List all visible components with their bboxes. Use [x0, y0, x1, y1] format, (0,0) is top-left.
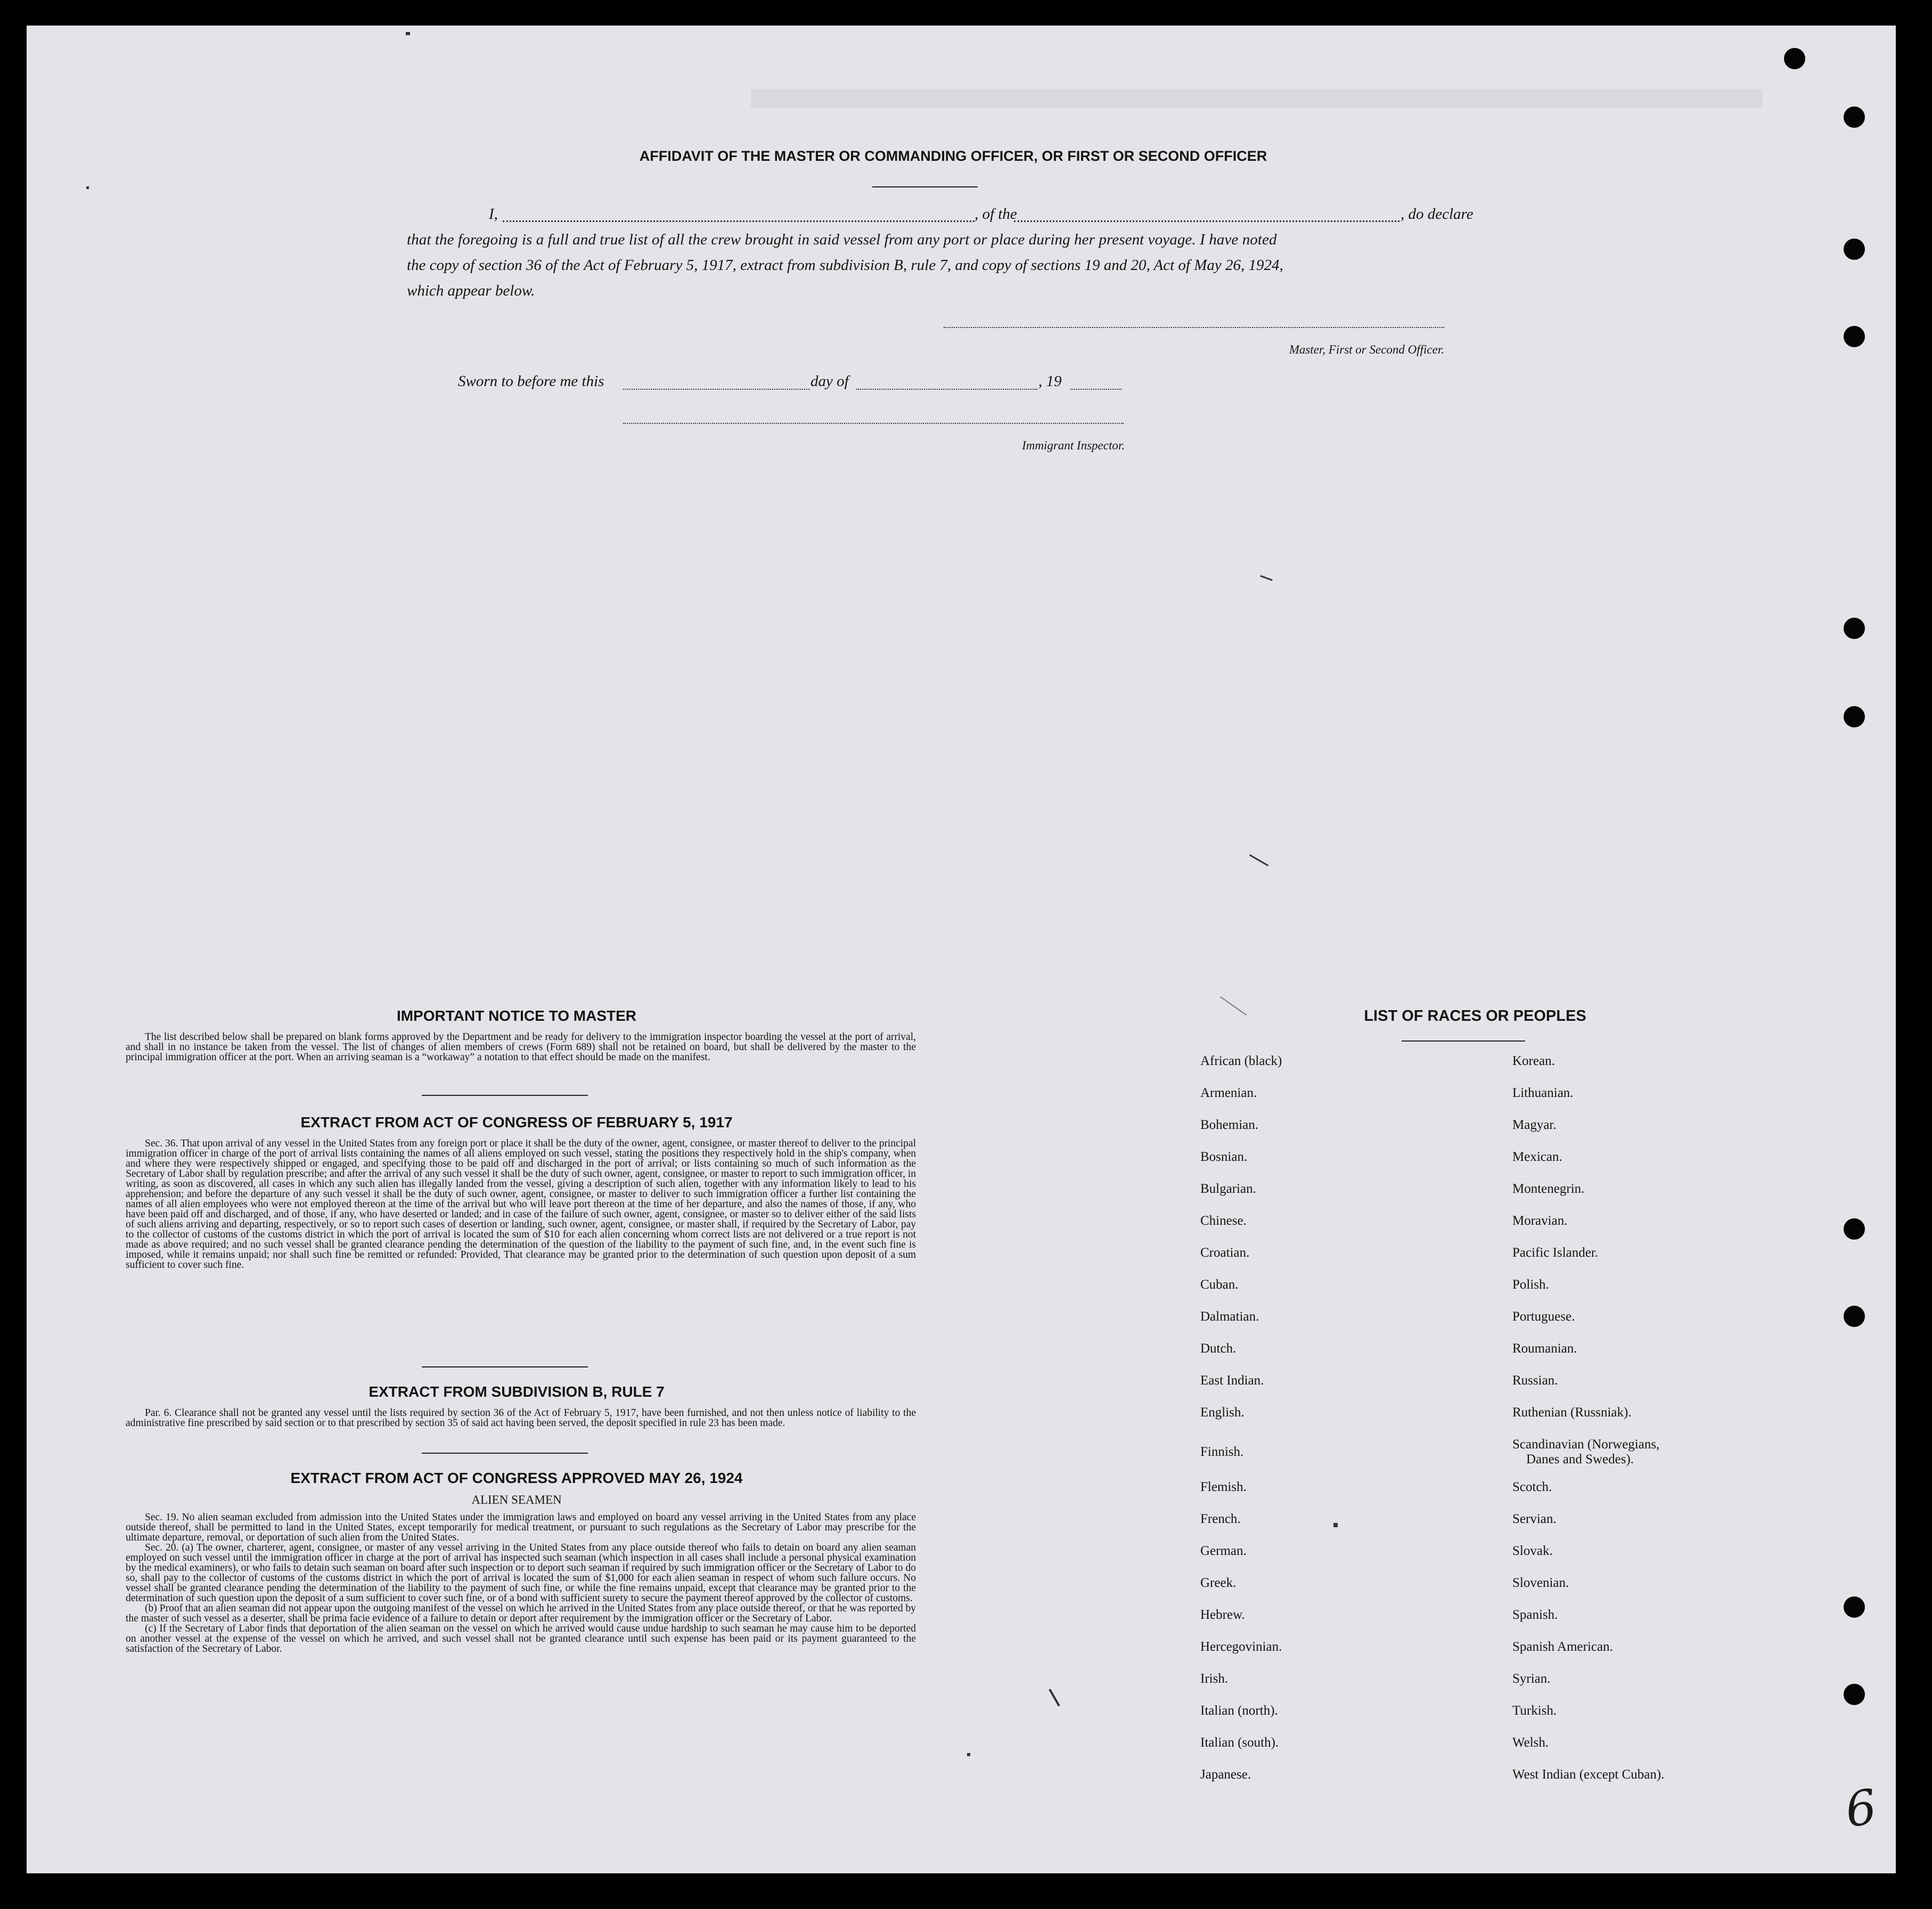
- declare-label: , do declare: [1401, 206, 1473, 223]
- binder-hole: [1844, 1218, 1865, 1240]
- section-20b-paragraph: (b) Proof that an alien seaman did not appear upon the outgoing manifest of the vessel on which he arrived in the United States from any place outside thereof, or that he was reported by the master of such vessel as a deserter, shall be prima facie evidence of a failure to detain or deport after requirement by the immigration officer or the Secretary of Labor.: [126, 1603, 916, 1624]
- race-item: German.: [1200, 1544, 1247, 1558]
- extract-1917-title: EXTRACT FROM ACT OF CONGRESS OF FEBRUARY 5, 1917: [300, 1114, 733, 1130]
- races-left-column: [1200, 1053, 1499, 1809]
- race-item: Spanish.: [1512, 1608, 1558, 1622]
- rule-7-title: EXTRACT FROM SUBDIVISION B, RULE 7: [369, 1383, 665, 1400]
- race-item: Moravian.: [1512, 1214, 1568, 1228]
- binder-hole: [1844, 326, 1865, 347]
- race-item: Magyar.: [1512, 1118, 1557, 1132]
- race-item: Cuban.: [1200, 1277, 1239, 1292]
- affidavit-text-line: that the foregoing is a full and true list of all the crew brought in said vessel from any port or place during her present voyage. I have noted: [407, 231, 1277, 248]
- scan-speck: [1333, 1523, 1338, 1527]
- race-item: Japanese.: [1200, 1767, 1251, 1782]
- master-signature-field[interactable]: [944, 324, 1444, 328]
- sworn-line: [458, 373, 1150, 394]
- races-divider: [1402, 1040, 1525, 1042]
- extract-1924-title: EXTRACT FROM ACT OF CONGRESS APPROVED MAY 26, 1924: [290, 1470, 743, 1486]
- race-item: Lithuanian.: [1512, 1086, 1574, 1100]
- race-item: Korean.: [1512, 1054, 1555, 1068]
- binder-hole: [1784, 48, 1805, 69]
- extract-1924-text: [126, 1512, 916, 1654]
- binder-hole: [1844, 1306, 1865, 1327]
- race-item: Hercegovinian.: [1200, 1640, 1282, 1654]
- race-item: West Indian (except Cuban).: [1512, 1767, 1665, 1782]
- paragraph-6: Par. 6. Clearance shall not be granted any vessel until the lists required by section 36 of the Act of February 5, 1917, have been furnished, and not then unless notice of liability to the administrative fine prescribed by said section or to that prescribed by section 35 of said act having been served, the deposit specified in rule 23 has been made.: [126, 1407, 916, 1429]
- master-signature-caption: Master, First or Second Officer.: [1289, 343, 1444, 356]
- pencil-mark: [1049, 1689, 1060, 1706]
- rule-7-text: [126, 1408, 916, 1428]
- affidavit-text-line: the copy of section 36 of the Act of February 5, 1917, extract from subdivision B, rule 7, and copy of sections 19 and 20, Act of May 26, 1924,: [407, 257, 1283, 274]
- race-item: Armenian.: [1200, 1086, 1257, 1100]
- scan-speck: [406, 32, 410, 35]
- race-item: Danes and Swedes).: [1526, 1452, 1634, 1466]
- race-item: Portuguese.: [1512, 1309, 1575, 1324]
- race-item: Welsh.: [1512, 1735, 1549, 1750]
- section-20c-paragraph: (c) If the Secretary of Labor finds that deportation of the alien seaman on the vessel on which he arrived would cause undue hardship to such seaman he may cause him to be deported on another vessel at the expense of the vessel on which he arrived, and such vessel shall not be granted clearance until such expense has been paid or its payment guaranteed to the satisfaction of the Secretary of Labor.: [126, 1623, 916, 1654]
- declarant-name-field[interactable]: [503, 207, 975, 222]
- affidavit-text-line: which appear below.: [407, 282, 535, 299]
- section-20a-paragraph: Sec. 20. (a) The owner, charterer, agent, consignee, or master of any vessel arriving in the United States from any place outside thereof who fails to detain on board any alien seaman employed on such vessel until the immigration officer in charge at the port of arrival has inspected such seaman (which inspection in all cases shall include a personal physical examination by the medical examiners), or who fails to detain such seaman on board after such inspection or to deport such seaman if required by such immigration officer or the Secretary of Labor to do so, shall pay to the collector of customs of the customs district in which the port of arrival is located the sum of $1,000 for each alien seaman in respect of whom such failure occurs. No vessel shall be granted clearance pending the determination of the liability to the payment of such fine, or while the fine remains unpaid, except that clearance may be granted prior to the determination of such question upon the deposit of a sum sufficient to cover such fine, or of a bond with sufficient surety to secure the payment thereof approved by the collector of customs.: [126, 1542, 916, 1604]
- scan-speck: [86, 186, 89, 189]
- race-item: Mexican.: [1512, 1150, 1562, 1164]
- binder-hole: [1844, 106, 1865, 128]
- section-36-paragraph: Sec. 36. That upon arrival of any vessel in the United States from any foreign port or place it shall be the duty of the owner, agent, consignee, or master thereof to deliver to the principal immigration officer in charge of the port of arrival lists containing the names of all aliens employed on such vessel, stating the positions they respectively hold in the ship's company, when and where they were respectively shipped or engaged, and specifying those to be paid off and discharged in the port of arrival; or lists containing so much of such information as the Secretary of Labor shall by regulation prescribe; and after the arrival of any such vessel it shall be the duty of such owner, agent, consignee, or master to report to such immigration officer, in writing, as soon as discovered, all cases in which any such alien has illegally landed from the vessel, giving a description of such alien, together with any information likely to lead to his apprehension; and before the departure of any such vessel it shall be the duty of such owner, agent, consignee, or master to deliver to such immigration officer a further list containing the names of all alien employees who were not employed thereon at the time of the arrival but who will leave port thereon at the time of her departure, and also the names of those, if any, who have been paid off and discharged, and of those, if any, who have deserted or landed; and in case of the failure of such owner, agent, consignee, or master so to deliver either of the said lists of such aliens arriving and departing, respectively, or so to report such cases of desertion or landing, such owner, agent, consignee, or master shall, if required by the Secretary of Labor, pay to the collector of customs of the customs district in which the port of arrival is located the sum of $10 for each alien concerning whom correct lists are not delivered or a true report is not made as above required; and no such vessel shall be granted clearance pending the determination of the question of the liability to the payment of such fine, and, in the event such fine is imposed, while it remains unpaid; nor shall such fine be remitted or refunded: Provided, That clearance may be granted prior to the determination of such question upon deposit of a sum sufficient to cover such fine.: [126, 1138, 916, 1271]
- pencil-mark: [1220, 996, 1247, 1015]
- notice-text: [126, 1032, 916, 1062]
- races-title: LIST OF RACES OR PEOPLES: [1364, 1007, 1586, 1025]
- section-19-paragraph: Sec. 19. No alien seaman excluded from admission into the United States under the immigration laws and employed on board any vessel arriving in the United States from any place outside thereof, shall be permitted to land in the United States, except temporarily for medical treatment, or pursuant to such regulations as the Secretary of Labor may prescribe for the ultimate departure, removal, or deportation of such alien from the United States.: [126, 1512, 916, 1543]
- race-item: Dutch.: [1200, 1341, 1237, 1356]
- race-item: Dalmatian.: [1200, 1309, 1259, 1324]
- sworn-year-label: , 19: [1038, 373, 1062, 390]
- section-divider: [422, 1366, 588, 1367]
- race-item: Scotch.: [1512, 1480, 1552, 1494]
- handwritten-page-number: 6: [1841, 1779, 1880, 1839]
- race-item: Hebrew.: [1200, 1608, 1245, 1622]
- races-right-column: [1512, 1053, 1811, 1809]
- sworn-prefix: Sworn to before me this: [458, 373, 604, 390]
- race-item: Servian.: [1512, 1512, 1557, 1526]
- scan-speck: [967, 1753, 970, 1756]
- alien-seamen-subtitle: ALIEN SEAMEN: [471, 1493, 562, 1506]
- section-divider: [422, 1453, 588, 1454]
- notice-title: IMPORTANT NOTICE TO MASTER: [396, 1007, 637, 1024]
- race-item: English.: [1200, 1405, 1245, 1420]
- race-item: Spanish American.: [1512, 1640, 1613, 1654]
- race-item: East Indian.: [1200, 1373, 1264, 1388]
- affidavit-title: AFFIDAVIT OF THE MASTER OR COMMANDING OFFICER, OR FIRST OR SECOND OFFICER: [639, 148, 1267, 164]
- of-the-label: , of the: [975, 206, 1017, 223]
- sworn-month-field[interactable]: [856, 373, 1037, 390]
- race-item: French.: [1200, 1512, 1241, 1526]
- race-item: Chinese.: [1200, 1214, 1247, 1228]
- sworn-year-field[interactable]: [1070, 373, 1121, 390]
- binder-hole: [1844, 239, 1865, 260]
- race-item: Irish.: [1200, 1672, 1229, 1686]
- inspector-signature-field[interactable]: [623, 420, 1124, 424]
- sworn-day-field[interactable]: [623, 373, 809, 390]
- extract-1917-text: [126, 1138, 916, 1270]
- sworn-day-label: day of: [811, 373, 849, 390]
- race-item: Italian (north).: [1200, 1703, 1278, 1718]
- race-item: Slovak.: [1512, 1544, 1553, 1558]
- race-item: Bosnian.: [1200, 1150, 1248, 1164]
- race-item: Montenegrin.: [1512, 1182, 1585, 1196]
- race-item: Russian.: [1512, 1373, 1558, 1388]
- inspector-caption: Immigrant Inspector.: [1022, 439, 1125, 452]
- title-divider: [872, 186, 978, 187]
- declarant-prefix: I,: [489, 206, 498, 223]
- race-item: Turkish.: [1512, 1703, 1557, 1718]
- bleed-through-smudge: [751, 89, 1763, 108]
- race-item: Syrian.: [1512, 1672, 1551, 1686]
- race-item: Polish.: [1512, 1277, 1549, 1292]
- race-item: Ruthenian (Russniak).: [1512, 1405, 1632, 1420]
- race-item: African (black): [1200, 1054, 1282, 1068]
- race-item: Croatian.: [1200, 1246, 1250, 1260]
- pencil-mark: [1249, 854, 1268, 866]
- race-item: Italian (south).: [1200, 1735, 1279, 1750]
- pencil-mark: [1260, 575, 1273, 581]
- binder-hole: [1844, 1684, 1865, 1705]
- race-item: Slovenian.: [1512, 1576, 1569, 1590]
- binder-hole: [1844, 1596, 1865, 1618]
- race-item: Scandinavian (Norwegians,: [1512, 1437, 1660, 1452]
- binder-hole: [1844, 618, 1865, 639]
- race-item: Finnish.: [1200, 1445, 1244, 1459]
- section-divider: [422, 1095, 588, 1096]
- race-item: Bohemian.: [1200, 1118, 1259, 1132]
- race-item: Bulgarian.: [1200, 1182, 1256, 1196]
- binder-hole: [1844, 706, 1865, 727]
- race-item: Roumanian.: [1512, 1341, 1577, 1356]
- notice-paragraph: The list described below shall be prepared on blank forms approved by the Department and be ready for delivery to the immigration inspector boarding the vessel at the port of arrival, and shall in no instance be taken from the vessel. The list of changes of alien members of crews (Form 689) shall not be retained on board, but shall be delivered by the master to the principal immigration officer at the port. When an arriving seaman is a “workaway” a notation to that effect should be made on the manifest.: [126, 1031, 916, 1063]
- race-item: Pacific Islander.: [1512, 1246, 1599, 1260]
- race-item: Greek.: [1200, 1576, 1237, 1590]
- form-page: [27, 26, 1896, 1873]
- race-item: Flemish.: [1200, 1480, 1247, 1494]
- vessel-name-field[interactable]: [1014, 207, 1399, 222]
